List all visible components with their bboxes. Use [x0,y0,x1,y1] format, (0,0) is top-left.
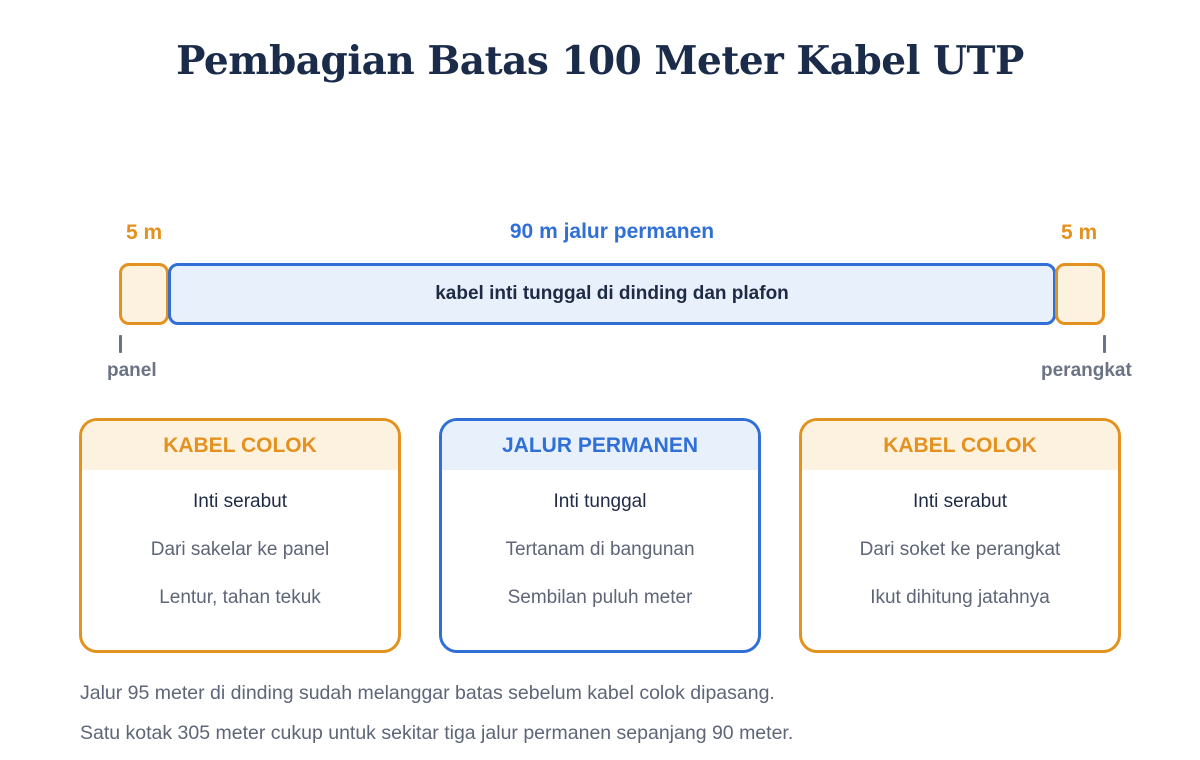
footnote: Jalur 95 meter di dinding sudah melanggar batas sebelum kabel colok dipasang. [80,682,775,704]
page-title: Pembagian Batas 100 Meter Kabel UTP [176,38,1024,84]
card-line: Lentur, tahan tekuk [159,587,321,608]
card-line: Sembilan puluh meter [507,587,693,608]
card-line: Ikut dihitung jatahnya [870,587,1050,608]
card-line: Tertanam di bangunan [505,539,695,560]
right-patch-segment [1055,263,1105,325]
card-line: Inti serabut [193,491,287,512]
patch-cable-card-right [799,418,1121,653]
left-patch-length-label: 5 m [126,221,163,244]
left-patch-segment [119,263,169,325]
card-line: Dari sakelar ke panel [150,539,330,560]
panel-end-label: panel [107,360,157,381]
card-line: Inti serabut [913,491,1007,512]
card-heading: JALUR PERMANEN [442,421,758,470]
device-end-tick [1103,335,1106,353]
panel-end-tick [119,335,122,353]
permanent-link-card [439,418,761,653]
permanent-run-length-label: 90 m jalur permanen [509,220,715,243]
patch-cable-card-left [79,418,401,653]
right-patch-length-label: 5 m [1061,221,1098,244]
permanent-run-description: kabel inti tunggal di dinding dan plafon [435,283,789,304]
card-heading: KABEL COLOK [802,421,1118,470]
device-end-label: perangkat [1041,360,1132,381]
card-line: Inti tunggal [553,491,647,512]
card-heading: KABEL COLOK [82,421,398,470]
footnote: Satu kotak 305 meter cukup untuk sekitar tiga jalur permanen sepanjang 90 meter. [80,722,794,744]
card-line: Dari soket ke perangkat [859,539,1061,560]
permanent-run-segment [168,263,1056,325]
